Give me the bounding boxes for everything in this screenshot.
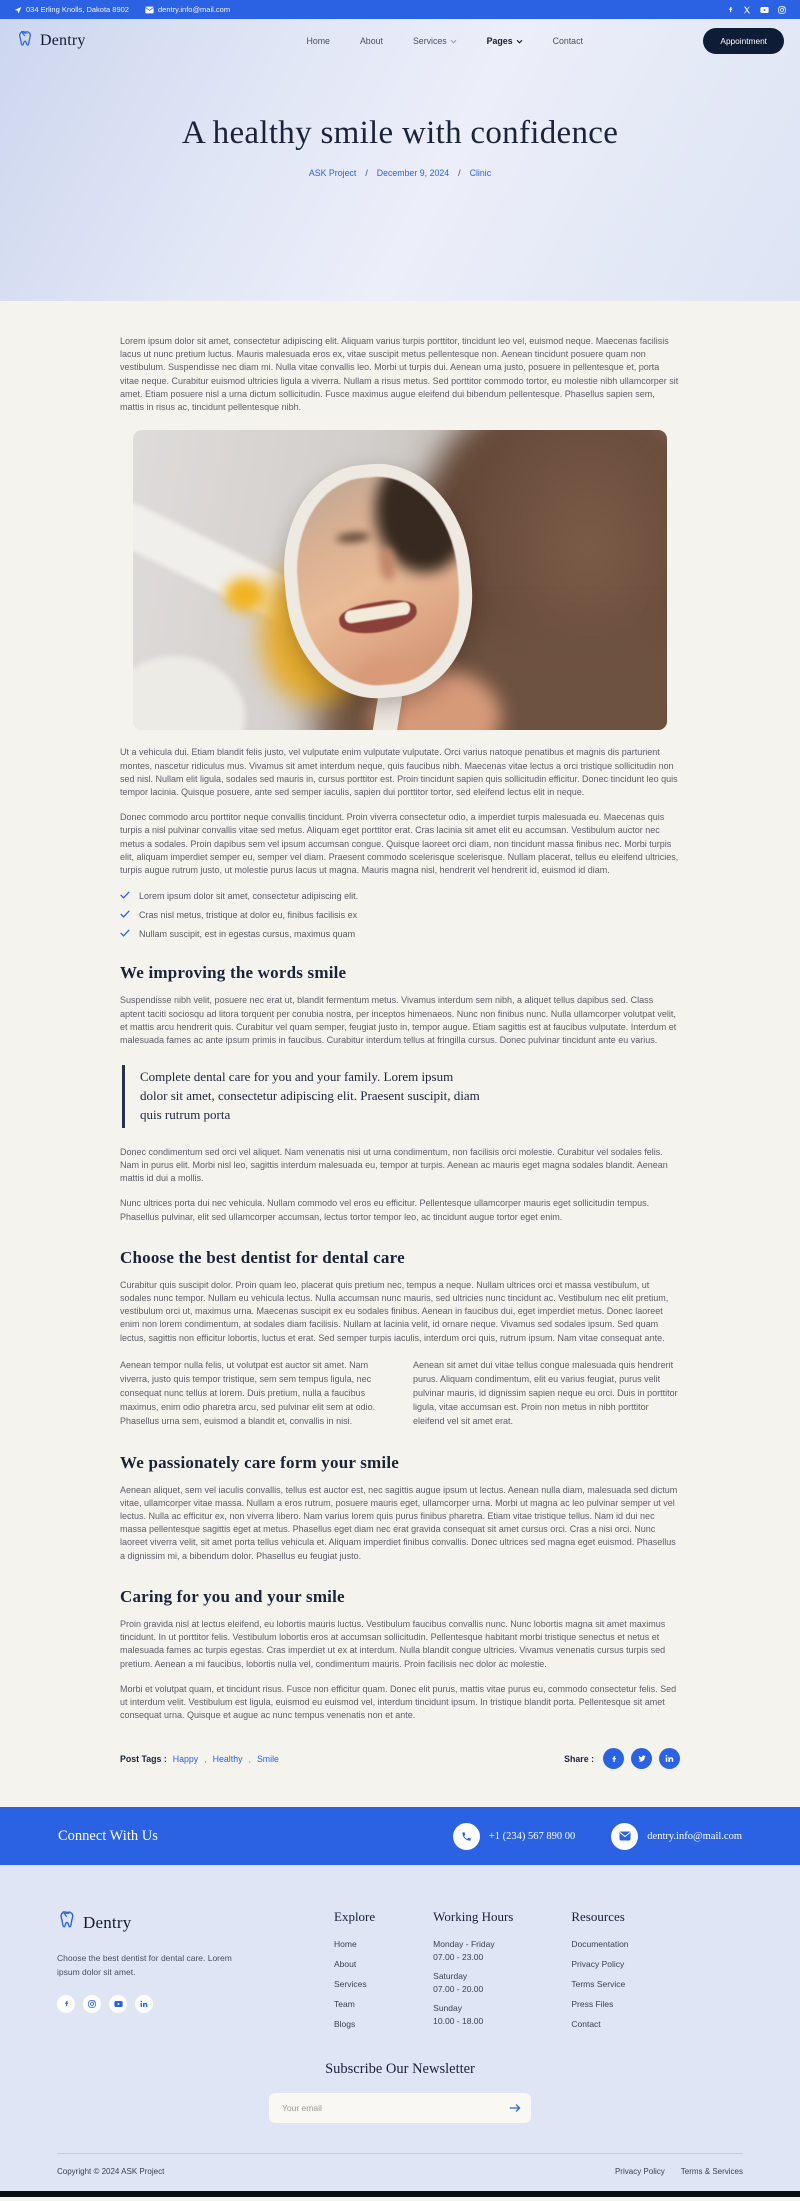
post-date-link[interactable]: December 9, 2024 xyxy=(376,168,450,178)
topbar-social xyxy=(727,5,786,14)
topbar-email[interactable] xyxy=(145,5,230,14)
chevron-down-icon xyxy=(516,36,523,46)
footer-link-team[interactable]: Team xyxy=(334,1999,355,2010)
footer-link-about[interactable]: About xyxy=(334,1959,357,1970)
appointment-button[interactable]: Appointment xyxy=(703,28,784,54)
topbar-email-text: dentry.info@mail.com xyxy=(157,5,231,14)
instagram-icon[interactable] xyxy=(83,1995,101,2013)
instagram-icon[interactable] xyxy=(778,6,786,14)
footer-link-blogs[interactable]: Blogs xyxy=(334,2019,356,2030)
footer-social xyxy=(57,1995,292,2013)
bottom-edge-bar xyxy=(0,2191,800,2197)
footer-link-home[interactable]: Home xyxy=(334,1939,357,1950)
footer-link-contact[interactable]: Contact xyxy=(571,2019,601,2030)
hours-row: Saturday 07.00 - 20.00 xyxy=(433,1971,484,1995)
nav-menu xyxy=(186,36,703,46)
check-icon xyxy=(120,910,130,920)
topbar-address xyxy=(14,5,129,14)
newsletter-section xyxy=(57,2061,743,2123)
footer-resources-column xyxy=(571,1909,628,2039)
phone-number: +1 (234) 567 890 00 xyxy=(488,1830,576,1842)
chevron-down-icon xyxy=(450,36,457,46)
footer-hours-column xyxy=(433,1909,513,2039)
footer-link-services[interactable]: Services xyxy=(334,1979,367,1990)
footer-link-terms-service[interactable]: Terms Service xyxy=(571,1979,626,1990)
article-paragraph: Donec commodo arcu porttitor neque convallis tincidunt. Proin viverra consectetur odio, a imperdiet turpis malesuada eu. Maecenas quis turpis a nisl pulvinar convallis vitae sed metus. Aliquam eget porttitor erat. Cras lacinia sit amet elit eu accumsan. Vestibulum auctor nec metus a sodales. Proin dapibus sem vel ipsum accumsan congue. Quisque laoreet orci diam, non tincidunt massa finibus nec. Morbi turpis elit, aliquam imperdiet semper eu, semper vel diam. Praesent commodo scelerisque scelerisque. Nullam placerat, tellus eu eleifend ultricies, turpis augue rutrum justo, ut molestie purus lacus ut magna. Mauris magna nisl, hendrerit vel hendrerit id, euismod id diam. xyxy=(120,812,679,876)
footer-column-heading: Explore xyxy=(334,1909,376,1925)
hours-row: Monday - Friday 07.00 - 23.00 xyxy=(433,1939,495,1963)
share-twitter-button[interactable] xyxy=(631,1748,652,1769)
post-meta xyxy=(0,168,800,178)
page-title: A healthy smile with confidence xyxy=(181,115,619,151)
article-paragraph: Proin gravida nisl at lectus eleifend, eu lobortis mauris luctus. Vestibulum faucibus convallis nunc. Nunc lobortis magna sit amet maximus tincidunt. In ut porttitor felis. Vestibulum lobortis eros at accumsan sollicitudin. Pellentesque habitant morbi tristique senectus et netus et malesuada fames ac turpis egestas. Cras imperdiet ut ex at interdum. Nulla blandit congue ultricies. Vivamus venenatis cursus turpis sed pretium. Aenean a mi faucibus, lobortis nulla vel, condimentum mauris. Proin facilisis nec dolor ac molestie. xyxy=(120,1618,666,1669)
phone-contact[interactable] xyxy=(453,1823,575,1850)
footer-column-heading: Working Hours xyxy=(433,1909,514,1925)
article-paragraph: Lorem ipsum dolor sit amet, consectetur adipiscing elit. Aliquam varius turpis porttitor, tincidunt leo vel, euismod neque. Maecenas facilisis lacus ut nunc pretium luctus. Mauris malesuada eros ex, vitae suscipit metus pellentesque non. Aenean tincidunt posuere quam non vestibulum. Suspendisse nec diam mi. Nulla vitae convallis leo. Morbi ut turpis dui. Aenean urna justo, posuere in pellentesque et, porta vitae neque. Curabitur euismod ultricies ligula a viverra. Nullam a risus metus. Sed porttitor commodo tortor, eu molestie nibh ullamcorper sit amet. Etiam posuere nisl a urna dictum sollicitudin. Fusce maximus augue eleifend dui bibendum pellentesque. Phasellus sapien sem, mattis in risus ac, tincidunt pellentesque nibh. xyxy=(120,336,679,413)
share-facebook-button[interactable] xyxy=(603,1748,624,1769)
youtube-icon[interactable] xyxy=(109,1995,127,2013)
tooth-logo-icon xyxy=(16,29,36,54)
topbar-address-text: 034 Erling Knolls, Dakota 8902 xyxy=(26,5,129,14)
nav-item-contact[interactable]: Contact xyxy=(552,36,583,46)
column-left: Aenean tempor nulla felis, ut volutpat est auctor sit amet. Nam viverra, justo quis tempor tristique, sem sem tempus ligula, nec consequat nunc tellus at lorem. Duis pretium, nulla a faucibus maximus, enim odio pharetra arcu, sed pulvinar elit sem at odio. Phasellus urna sem, euismod a blandit et, convallis in nisi. xyxy=(120,1359,376,1426)
check-icon xyxy=(120,929,130,939)
newsletter-form xyxy=(269,2093,531,2123)
share-buttons xyxy=(564,1748,680,1769)
footer-column-heading: Resources xyxy=(571,1909,625,1925)
footer-link-documentation[interactable]: Documentation xyxy=(571,1939,629,1950)
privacy-policy-link[interactable]: Privacy Policy xyxy=(614,2167,665,2177)
envelope-icon xyxy=(145,6,154,14)
terms-services-link[interactable]: Terms & Services xyxy=(680,2167,743,2177)
hero-section xyxy=(0,19,800,301)
location-icon xyxy=(14,6,22,14)
footer-logo[interactable] xyxy=(57,1909,227,1936)
nav-item-about[interactable]: About xyxy=(359,36,383,46)
checklist-item: Lorem ipsum dolor sit amet, consectetur adipiscing elit. xyxy=(120,891,680,901)
connect-title: Connect With Us xyxy=(58,1827,158,1844)
post-category-link[interactable]: Clinic xyxy=(469,168,492,178)
post-tags: Post Tags : Happy , Healthy , Smile xyxy=(120,1753,279,1764)
footer-brand xyxy=(57,1909,292,2039)
post-author-link[interactable]: ASK Project xyxy=(308,168,357,178)
post-tags-label: Post Tags : xyxy=(120,1753,167,1764)
section-heading: We improving the words smile xyxy=(120,963,347,983)
checklist-item: Nullam suscipit, est in egestas cursus, maximus quam xyxy=(120,929,680,939)
smiling-mouth xyxy=(338,596,420,638)
email-address: dentry.info@mail.com xyxy=(647,1830,742,1842)
article-paragraph: Donec condimentum sed orci vel aliquet. Nam venenatis nisi ut urna condimentum, non facilisis orci molestie. Curabitur vel sodales felis. Nam in purus elit. Morbi nisl leo, sagittis interdum malesuada eu, tempor at turpis. Aenean ac mauris eget magna sodales blandit. Aenean mattis id dui a mollis. xyxy=(120,1146,668,1184)
footer-tagline: Choose the best dentist for dental care. Lorem ipsum dolor sit amet. xyxy=(57,1953,232,1977)
article-paragraph: Aenean aliquet, sem vel iaculis convallis, tellus est auctor est, nec sagittis augue ipsum ut lectus. Aenean nulla diam, malesuada sed dictum vitae, ullamcorper vitae massa. Nullam a eros rutrum, posuere mauris eget, ullamcorper urna. Morbi ut magna ac leo pulvinar semper ut vel lectus. Nulla ac efficitur ex, non viverra libero. Nam varius lorem quis purus finibus pharetra. Etiam vitae tristique tellus. Nam id dui nec massa pellentesque sagittis eget at metus. Phasellus eget diam nec erat gravida consequat sit amet cursus orci. Cras a nisi orci. Nunc laoreet viverra velit, sit amet porta tellus vehicula et. Aliquam imperdiet finibus convallis. Donec ultrices sed magna eget euismod. Phasellus a dignissim mi, a bibendum dolor. Phasellus eu feugiat justo. xyxy=(120,1484,678,1561)
checklist xyxy=(120,891,680,939)
connect-band xyxy=(0,1807,800,1865)
meta-separator: / xyxy=(365,168,368,178)
brand-logo[interactable] xyxy=(16,29,186,54)
share-linkedin-button[interactable] xyxy=(659,1748,680,1769)
article-paragraph: Nunc ultrices porta dui nec vehicula. Nullam commodo vel eros eu efficitur. Pellentesque ullamcorper mauris eget sollicitudin tempus. Phasellus pulvinar, elit sed ullamcorper accumsan, lectus tortor tempor leo, ac tincidunt augue tortor eget enim. xyxy=(120,1198,650,1222)
tags-share-row xyxy=(120,1748,680,1769)
arrow-right-icon xyxy=(509,2101,521,2116)
checklist-item: Cras nisl metus, tristique at dolor eu, finibus facilisis ex xyxy=(120,910,680,920)
article-featured-image xyxy=(133,430,667,730)
article-paragraph: Morbi et volutpat quam, et tincidunt risus. Fusce non efficitur quam. Donec elit purus, mattis vitae purus eu, commodo consectetur felis. Sed ut interdum velit. Vestibulum est ligula, euismod eu euismod vel, interdum tincidunt ipsum. In tristique blandit porta. Pellentesque sit amet consequat urna. Quisque et augue ac nunc tempus venenatis non et ante. xyxy=(120,1683,677,1721)
youtube-icon[interactable] xyxy=(760,6,769,14)
pull-quote: Complete dental care for you and your family. Lorem ipsum dolor sit amet, consectetur adipiscing elit. Praesent suscipit, diam quis rutrum porta xyxy=(122,1065,482,1128)
section-heading: Choose the best dentist for dental care xyxy=(120,1247,405,1267)
article-paragraph: Curabitur quis suscipit dolor. Proin quam leo, placerat quis pretium nec, tempus a neque. Nullam ultrices orci et massa vestibulum, ut sodales nunc tempor. Nullam eu vehicula lectus. Nulla accumsan nunc mauris, sed ultricies nunc tincidunt ac. Vestibulum nec elit pretium, vestibulum orci ut, maximus urna. Maecenas suscipit ex eu sodales finibus. Aenean in faucibus dui, eget imperdiet metus. Donec laoreet enim non lorem condimentum, at sodales diam facilisis. Nullam at lacinia velit, id ornare neque. Vivamus sed sodales ipsum. Sed quam lectus, sagittis non efficitur lobortis, luctus et erat. Sed semper turpis iaculis, interdum orci quis, rutrum ipsum. Nam vitae consequat ante. xyxy=(120,1279,669,1343)
article-body xyxy=(0,301,800,1807)
footer-brand-name: Dentry xyxy=(83,1912,132,1932)
tag-healthy[interactable]: Healthy xyxy=(212,1753,243,1764)
footer-link-press-files[interactable]: Press Files xyxy=(571,1999,614,2010)
newsletter-heading: Subscribe Our Newsletter xyxy=(325,2061,475,2078)
hours-row: Sunday 10.00 - 18.00 xyxy=(433,2003,484,2027)
nav-item-pages[interactable]: Pages xyxy=(487,36,523,46)
copyright-text: Copyright © 2024 ASK Project xyxy=(57,2167,165,2177)
topbar xyxy=(0,0,800,19)
meta-separator: / xyxy=(458,168,461,178)
footer xyxy=(0,1865,800,2191)
share-label: Share : xyxy=(564,1753,594,1764)
facebook-icon[interactable] xyxy=(727,5,734,14)
newsletter-email-input[interactable] xyxy=(282,2103,509,2113)
check-icon xyxy=(120,891,130,901)
two-column-text xyxy=(120,1359,680,1429)
x-icon[interactable] xyxy=(743,6,751,14)
nav-item-services[interactable]: Services xyxy=(413,36,457,46)
section-heading: We passionately care form your smile xyxy=(120,1452,400,1472)
brand-name: Dentry xyxy=(40,32,86,49)
footer-link-privacy-policy[interactable]: Privacy Policy xyxy=(571,1959,625,1970)
footer-bottom-bar xyxy=(57,2154,743,2191)
phone-icon xyxy=(453,1823,480,1850)
newsletter-submit-button[interactable] xyxy=(509,2101,521,2116)
tooth-logo-icon xyxy=(57,1909,79,1936)
envelope-icon xyxy=(611,1823,638,1850)
main-navigation xyxy=(0,19,800,63)
nav-item-home[interactable]: Home xyxy=(306,36,330,46)
footer-explore-column xyxy=(334,1909,375,2039)
email-contact[interactable] xyxy=(611,1823,742,1850)
facebook-icon[interactable] xyxy=(57,1995,75,2013)
tag-happy[interactable]: Happy xyxy=(172,1753,199,1764)
section-heading: Caring for you and your smile xyxy=(120,1586,345,1606)
column-right: Aenean sit amet dui vitae tellus congue malesuada quis hendrerit purus. Aliquam condimentum, elit eu varius feugiat, purus velit pulvinar mauris, id dignissim sapien neque eu orci. Duis in porttitor ligula, vitae accumsan est. Proin non metus in nibh porttitor eleifend vel sit amet erat. xyxy=(413,1359,678,1426)
linkedin-icon[interactable] xyxy=(135,1995,153,2013)
article-paragraph: Suspendisse nibh velit, posuere nec erat ut, blandit fermentum metus. Vivamus interdum sem nibh, a aliquet tellus dapibus sed. Class aptent taciti sociosqu ad litora torquent per conubia nostra, per inceptos himenaeos. Nunc non finibus nunc. Nulla ullamcorper volutpat velit, et mattis arcu hendrerit quis. Curabitur vel quam semper, feugiat justo in, tempor augue. Etiam sagittis est at faucibus vulputate. Interdum et malesuada fames ac ante ipsum primis in faucibus. Curabitur interdum tellus at fringilla cursus. Donec pulvinar tincidunt ante eu varius. xyxy=(120,995,677,1045)
article-paragraph: Ut a vehicula dui. Etiam blandit felis justo, vel vulputate enim vulputate vulputate. Orci varius natoque penatibus et magnis dis parturient montes, nascetur ridiculus mus. Vivamus sit amet interdum neque, quis faucibus nibh. Maecenas vitae lectus a orci tristique sollicitudin non sed nisl. Nullam elit ligula, sodales sed mauris in, cursus porttitor est. Proin tincidunt sapien quis sollicitudin efficitur. Donec tincidunt leo quis tempor lacinia. Quisque posuere, ante sed semper iaculis, sapien dui porttitor tortor, sed eleifend lectus elit in neque. xyxy=(120,747,678,797)
tag-smile[interactable]: Smile xyxy=(256,1753,279,1764)
